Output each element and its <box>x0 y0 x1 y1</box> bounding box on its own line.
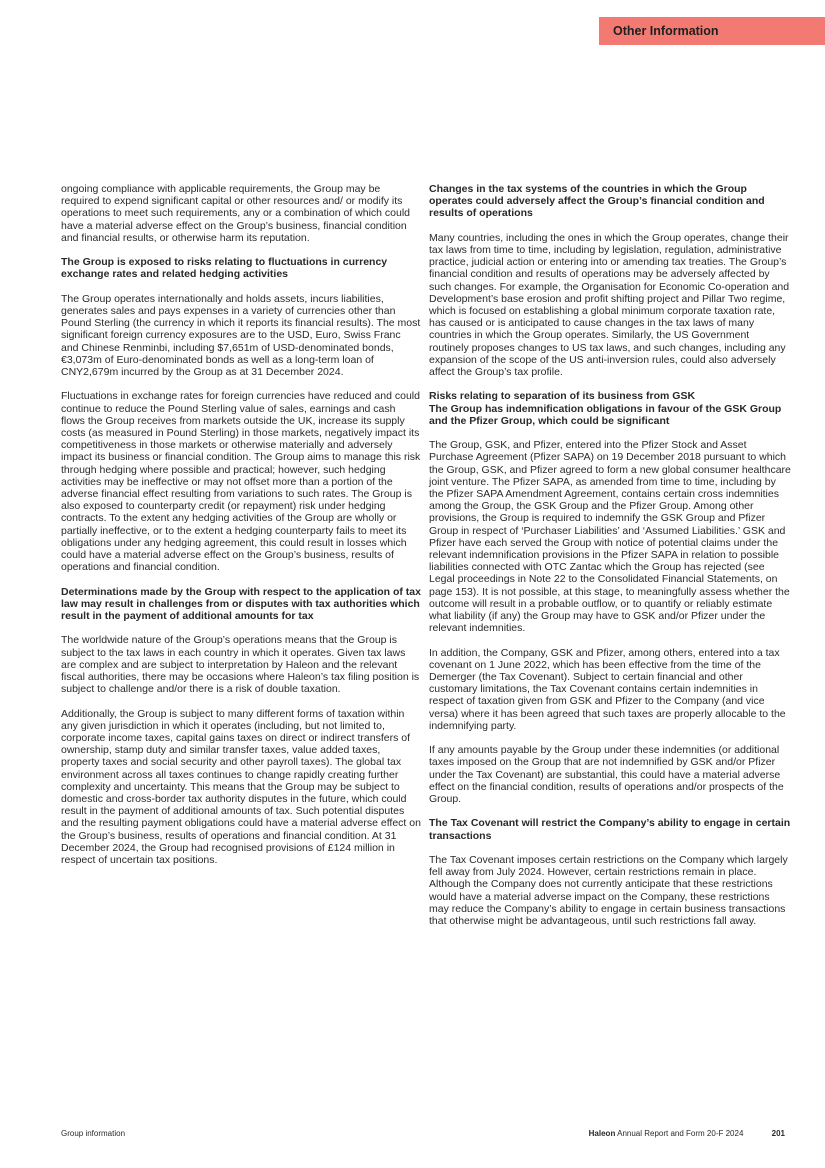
right-column <box>429 183 791 939</box>
paragraph: The Group, GSK, and Pfizer, entered into the Pfizer Stock and Asset Purchase Agreement (Pfizer SAPA) on 19 December 2018 pursuant to which the Group, GSK, and Pfizer agreed to form a new global consumer healthcare joint venture. The Pfizer SAPA, as amended from time to time, including by the Pfizer SAPA Amendment Agreement, contains certain cross indemnities among the Group, the GSK Group and the Pfizer Group. Among other provisions, the Group is required to indemnify the GSK Group and Pfizer Group in respect of ‘Purchaser Liabilities’ and ‘Assumed Liabilities.’ GSK and Pfizer have each served the Group with notice of potential claims under the relevant indemnification provisions in the Pfizer SAPA in relation to possible liabilities connected with OTC Zantac which the Group has rejected (see Legal proceedings in Note 22 to the Consolidated Financial Statements, on page 153). It is not possible, at this stage, to meaningfully assess whether the outcome will result in a probable outflow, or to quantify or reliably estimate what liability (if any) the Group may have to GSK and/or Pfizer under the relevant indemnities. <box>429 439 791 635</box>
brand-name: Haleon <box>588 1129 616 1138</box>
footer-report-info <box>589 1129 785 1139</box>
paragraph: In addition, the Company, GSK and Pfizer, among others, entered into a tax covenant on 1 June 2022, which has been effective from the time of the Demerger (the Tax Covenant). Subject to certain financial and other customary limitations, the Tax Covenant contains certain indemnities in respect of taxation given from GSK and Pfizer to the Company (and vice versa) where it has been agreed that such taxes are properly allocable to the indemnifying party. <box>429 646 786 732</box>
risk-heading: Changes in the tax systems of the countries in which the Group operates could adversely affect the Group’s financial condition and results of operations <box>429 183 765 220</box>
report-title: Annual Report and Form 20-F 2024 <box>617 1129 744 1138</box>
paragraph: The Group operates internationally and holds assets, incurs liabilities, generates sales and pays expenses in a variety of currencies other than Pound Sterling (the currency in which it reports its financial results). The most significant foreign currency exposures are to the USD, Euro, Swiss Franc and Chinese Renminbi, including $7,651m of USD-denominated bonds, €3,073m of Euro-denominated bonds as well as a long-term loan of CNY2,679m incurred by the Group as at 31 December 2024. <box>61 292 421 379</box>
risk-heading: The Group has indemnification obligations in favour of the GSK Group and the Pfizer Group, which could be significant <box>429 402 782 427</box>
section-tab: Other Information <box>599 17 825 45</box>
paragraph: Many countries, including the ones in which the Group operates, change their tax laws from time to time, including by legislation, regulation, administrative practice, judicial action or entering into or amending tax treaties. The Group’s financial condition and results of operations may be adversely affected by such changes. For example, the Organisation for Economic Co-operation and Development’s base erosion and profit shifting project and Pillar Two regime, which is focused on establishing a global minimum corporate taxation rate, has caused or is anticipated to cause changes in the tax laws of many countries in which the Group operates. Similarly, the US Government routinely proposes changes to US tax laws, and such changes, including any expansion of the scope of the US anti-inversion rules, could also adversely affect the Group’s tax profile. <box>429 231 790 379</box>
paragraph: If any amounts payable by the Group under these indemnities (or additional taxes imposed on the Group that are not indemnified by GSK and/or Pfizer under the Tax Covenant) are substantial, this could have a material adverse effect on the financial condition, results of operations and/or prospects of the Group. <box>429 744 784 806</box>
paragraph: The Tax Covenant imposes certain restrictions on the Company which largely fell away from July 2024. However, certain restrictions remain in place. Although the Company does not currently anticipate that these restrictions would have a material adverse impact on the Company, these restrictions may reduce the Company’s ability to engage in certain business transactions that otherwise might be advantageous, until such restrictions fall away. <box>429 854 788 928</box>
footer-section-label: Group information <box>61 1129 126 1138</box>
section-heading: Risks relating to separation of its business from GSK <box>429 390 696 403</box>
paragraph: Fluctuations in exchange rates for foreign currencies have reduced and could continue to reduce the Pound Sterling value of sales, earnings and cash flows the Group receives from markets outside the UK, increase its supply costs (as measured in Pound Sterling) in those markets, negatively impact its competitiveness in those markets or otherwise materially and adversely impact its business or financial condition. The Group aims to manage this risk through hedging where possible and practical; however, such hedging activities may be ineffective or may not offset more than a portion of the adverse financial effect resulting from variations to such rates. The Group is also exposed to counterparty credit (or repayment) risk under hedging contracts. To the extent any hedging activities of the Group are wholly or partially ineffective, or to the extent a hedging counterparty fails to meet its obligations under any hedging agreement, this could result in losses which could have a material adverse effect on the Group’s business, results of operations and financial condition. <box>61 390 421 574</box>
risk-heading: The Tax Covenant will restrict the Company’s ability to engage in certain transactions <box>429 817 791 842</box>
left-column <box>61 183 421 878</box>
paragraph: The worldwide nature of the Group’s operations means that the Group is subject to the tax laws in each country in which it operates. Given tax laws are complex and are subject to interpretation by Haleon and the relevant fiscal authorities, there may be occasions where Haleon’s tax filing position is subject to challenge and/or there is a risk of double taxation. <box>61 634 420 696</box>
risk-heading: The Group is exposed to risks relating to fluctuations in currency exchange rates and related hedging activities <box>61 256 388 281</box>
risk-heading: Determinations made by the Group with respect to the application of tax law may result in challenges from or disputes with tax authorities which result in the payment of additional amounts for tax <box>61 585 421 623</box>
paragraph: Additionally, the Group is subject to many different forms of taxation within any given jurisdiction in which it operates (including, but not limited to, corporate income taxes, capital gains taxes on direct or indirect transfers of ownership, stamp duty and similar transfer taxes, value added taxes, property taxes and social security and other payroll taxes). The global tax environment across all taxes continues to change rapidly creating further complexity and uncertainty. This means that the Group may be subject to domestic and cross-border tax authority disputes in the future, which could result in the payment of additional amounts of tax. Such potential disputes and the resulting payment obligations could have a material adverse effect on the Group’s business, results of operations and financial condition. At 31 December 2024, the Group had recognised provisions of £124 million in respect of uncertain tax positions. <box>61 707 421 867</box>
paragraph: ongoing compliance with applicable requirements, the Group may be required to expend significant capital or other resources and/ or modify its operations to meet such requirements, any or a combination of which could have a material adverse effect on the Group’s business, financial condition and financial results, or otherwise harm its reputation. <box>61 183 411 244</box>
page-number: 201 <box>771 1129 785 1138</box>
